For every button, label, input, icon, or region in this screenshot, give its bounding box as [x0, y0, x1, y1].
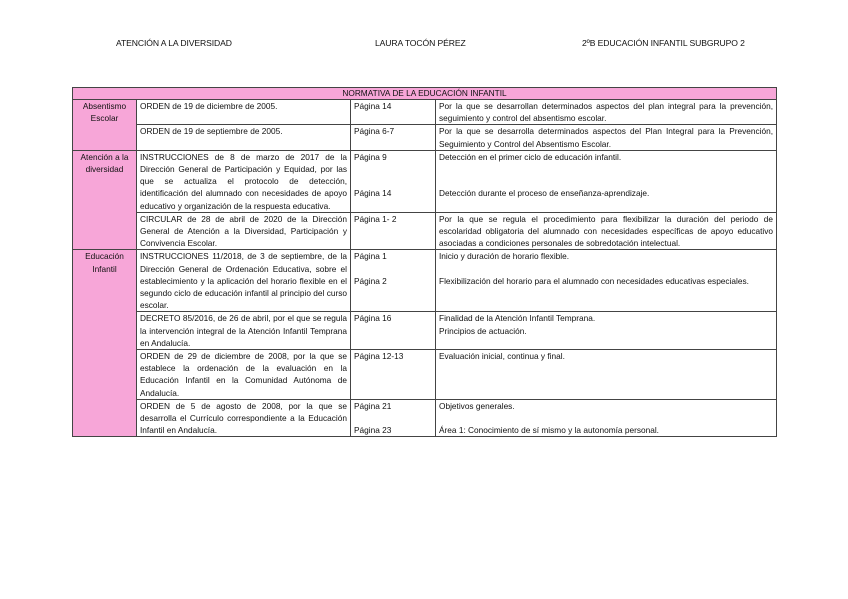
document-cell: DECRETO 85/2016, de 26 de abril, por el que se regula la intervención integral de la Atención Infantil Temprana en Andalucía.: [137, 312, 351, 350]
table-row: [73, 150, 777, 212]
page-ref: Página 1: [354, 251, 387, 262]
description-item: Detección en el primer ciclo de educación infantil.: [439, 151, 622, 162]
page-cell: Página 12-13: [351, 350, 436, 400]
page-ref: Página 14: [354, 188, 392, 199]
description-cell: [436, 312, 777, 350]
page-cell: [351, 399, 436, 437]
page-ref: Página 21: [354, 400, 392, 411]
category-cell: Educación Infantil: [73, 250, 137, 437]
table-row: [73, 250, 777, 312]
table-row: [73, 312, 777, 350]
description-cell: [436, 250, 777, 312]
description-item: Flexibilización del horario para el alumnado con necesidades educativas especiales.: [439, 275, 749, 286]
page-cell: Página 14: [351, 100, 436, 125]
table-title: NORMATIVA DE LA EDUCACIÓN INFANTIL: [73, 88, 777, 100]
header-author: LAURA TOCÓN PÉREZ: [375, 38, 466, 48]
description-item: Detección durante el proceso de enseñanza-aprendizaje.: [439, 188, 650, 199]
description-cell: [436, 399, 777, 437]
page-ref: Página 23: [354, 425, 392, 436]
description-item: Principios de actuación.: [439, 325, 527, 336]
page-cell: Página 16: [351, 312, 436, 350]
table-title-row: [73, 88, 777, 100]
description-cell: Por la que se regula el procedimiento para flexibilizar la duración del periodo de escolaridad obligatoria del alumnado con necesidades específicas de apoyo educativo asociadas a condiciones personales de sobredotación intelectual.: [436, 212, 777, 250]
document-cell: INSTRUCCIONES de 8 de marzo de 2017 de la Dirección General de Participación y Equidad, por las que se actualiza el protocolo de detección, identificación del alumnado con necesidades de apoyo educativo y organización de la respuesta educativa.: [137, 150, 351, 212]
table-row: [73, 100, 777, 125]
document-cell: CIRCULAR de 28 de abril de 2020 de la Dirección General de Atención a la Diversidad, Participación y Convivencia Escolar.: [137, 212, 351, 250]
document-cell: ORDEN de 5 de agosto de 2008, por la que se desarrolla el Currículo correspondiente a la Educación Infantil en Andalucía.: [137, 399, 351, 437]
description-item: Inicio y duración de horario flexible.: [439, 251, 570, 262]
page-ref: Página 2: [354, 275, 387, 286]
normativa-table: [72, 87, 777, 437]
description-cell: [436, 150, 777, 212]
table-row: [73, 212, 777, 250]
page-ref: Página 9: [354, 151, 387, 162]
document-cell: ORDEN de 19 de diciembre de 2005.: [137, 100, 351, 125]
page-cell: Página 1- 2: [351, 212, 436, 250]
table-row: [73, 125, 777, 150]
description-cell: Evaluación inicial, continua y final.: [436, 350, 777, 400]
page-cell: [351, 250, 436, 312]
document-cell: ORDEN de 29 de diciembre de 2008, por la que se establece la ordenación de la evaluación en la Educación Infantil en la Comunidad Autónoma de Andalucía.: [137, 350, 351, 400]
header-subject: ATENCIÓN A LA DIVERSIDAD: [116, 38, 232, 48]
category-cell: Absentismo Escolar: [73, 100, 137, 151]
page-cell: Página 6-7: [351, 125, 436, 150]
description-item: Área 1: Conocimiento de sí mismo y la autonomía personal.: [439, 425, 659, 436]
category-cell: Atención a la diversidad: [73, 150, 137, 250]
header-group: 2ºB EDUCACIÓN INFANTIL SUBGRUPO 2: [582, 38, 745, 48]
document-cell: ORDEN de 19 de septiembre de 2005.: [137, 125, 351, 150]
description-item: Finalidad de la Atención Infantil Temprana.: [439, 313, 596, 324]
description-item: Objetivos generales.: [439, 400, 515, 411]
table-row: [73, 350, 777, 400]
table-row: [73, 399, 777, 437]
document-cell: INSTRUCCIONES 11/2018, de 3 de septiembre, de la Dirección General de Ordenación Educativa, sobre el establecimiento y la aplicación del horario flexible en el segundo ciclo de educación infantil al principio del curso escolar.: [137, 250, 351, 312]
page-cell: [351, 150, 436, 212]
description-cell: Por la que se desarrollan determinados aspectos del plan integral para la prevención, seguimiento y control del absentismo escolar.: [436, 100, 777, 125]
description-cell: Por la que se desarrolla determinados aspectos del Plan Integral para la Prevención, Seguimiento y Control del Absentismo Escolar.: [436, 125, 777, 150]
